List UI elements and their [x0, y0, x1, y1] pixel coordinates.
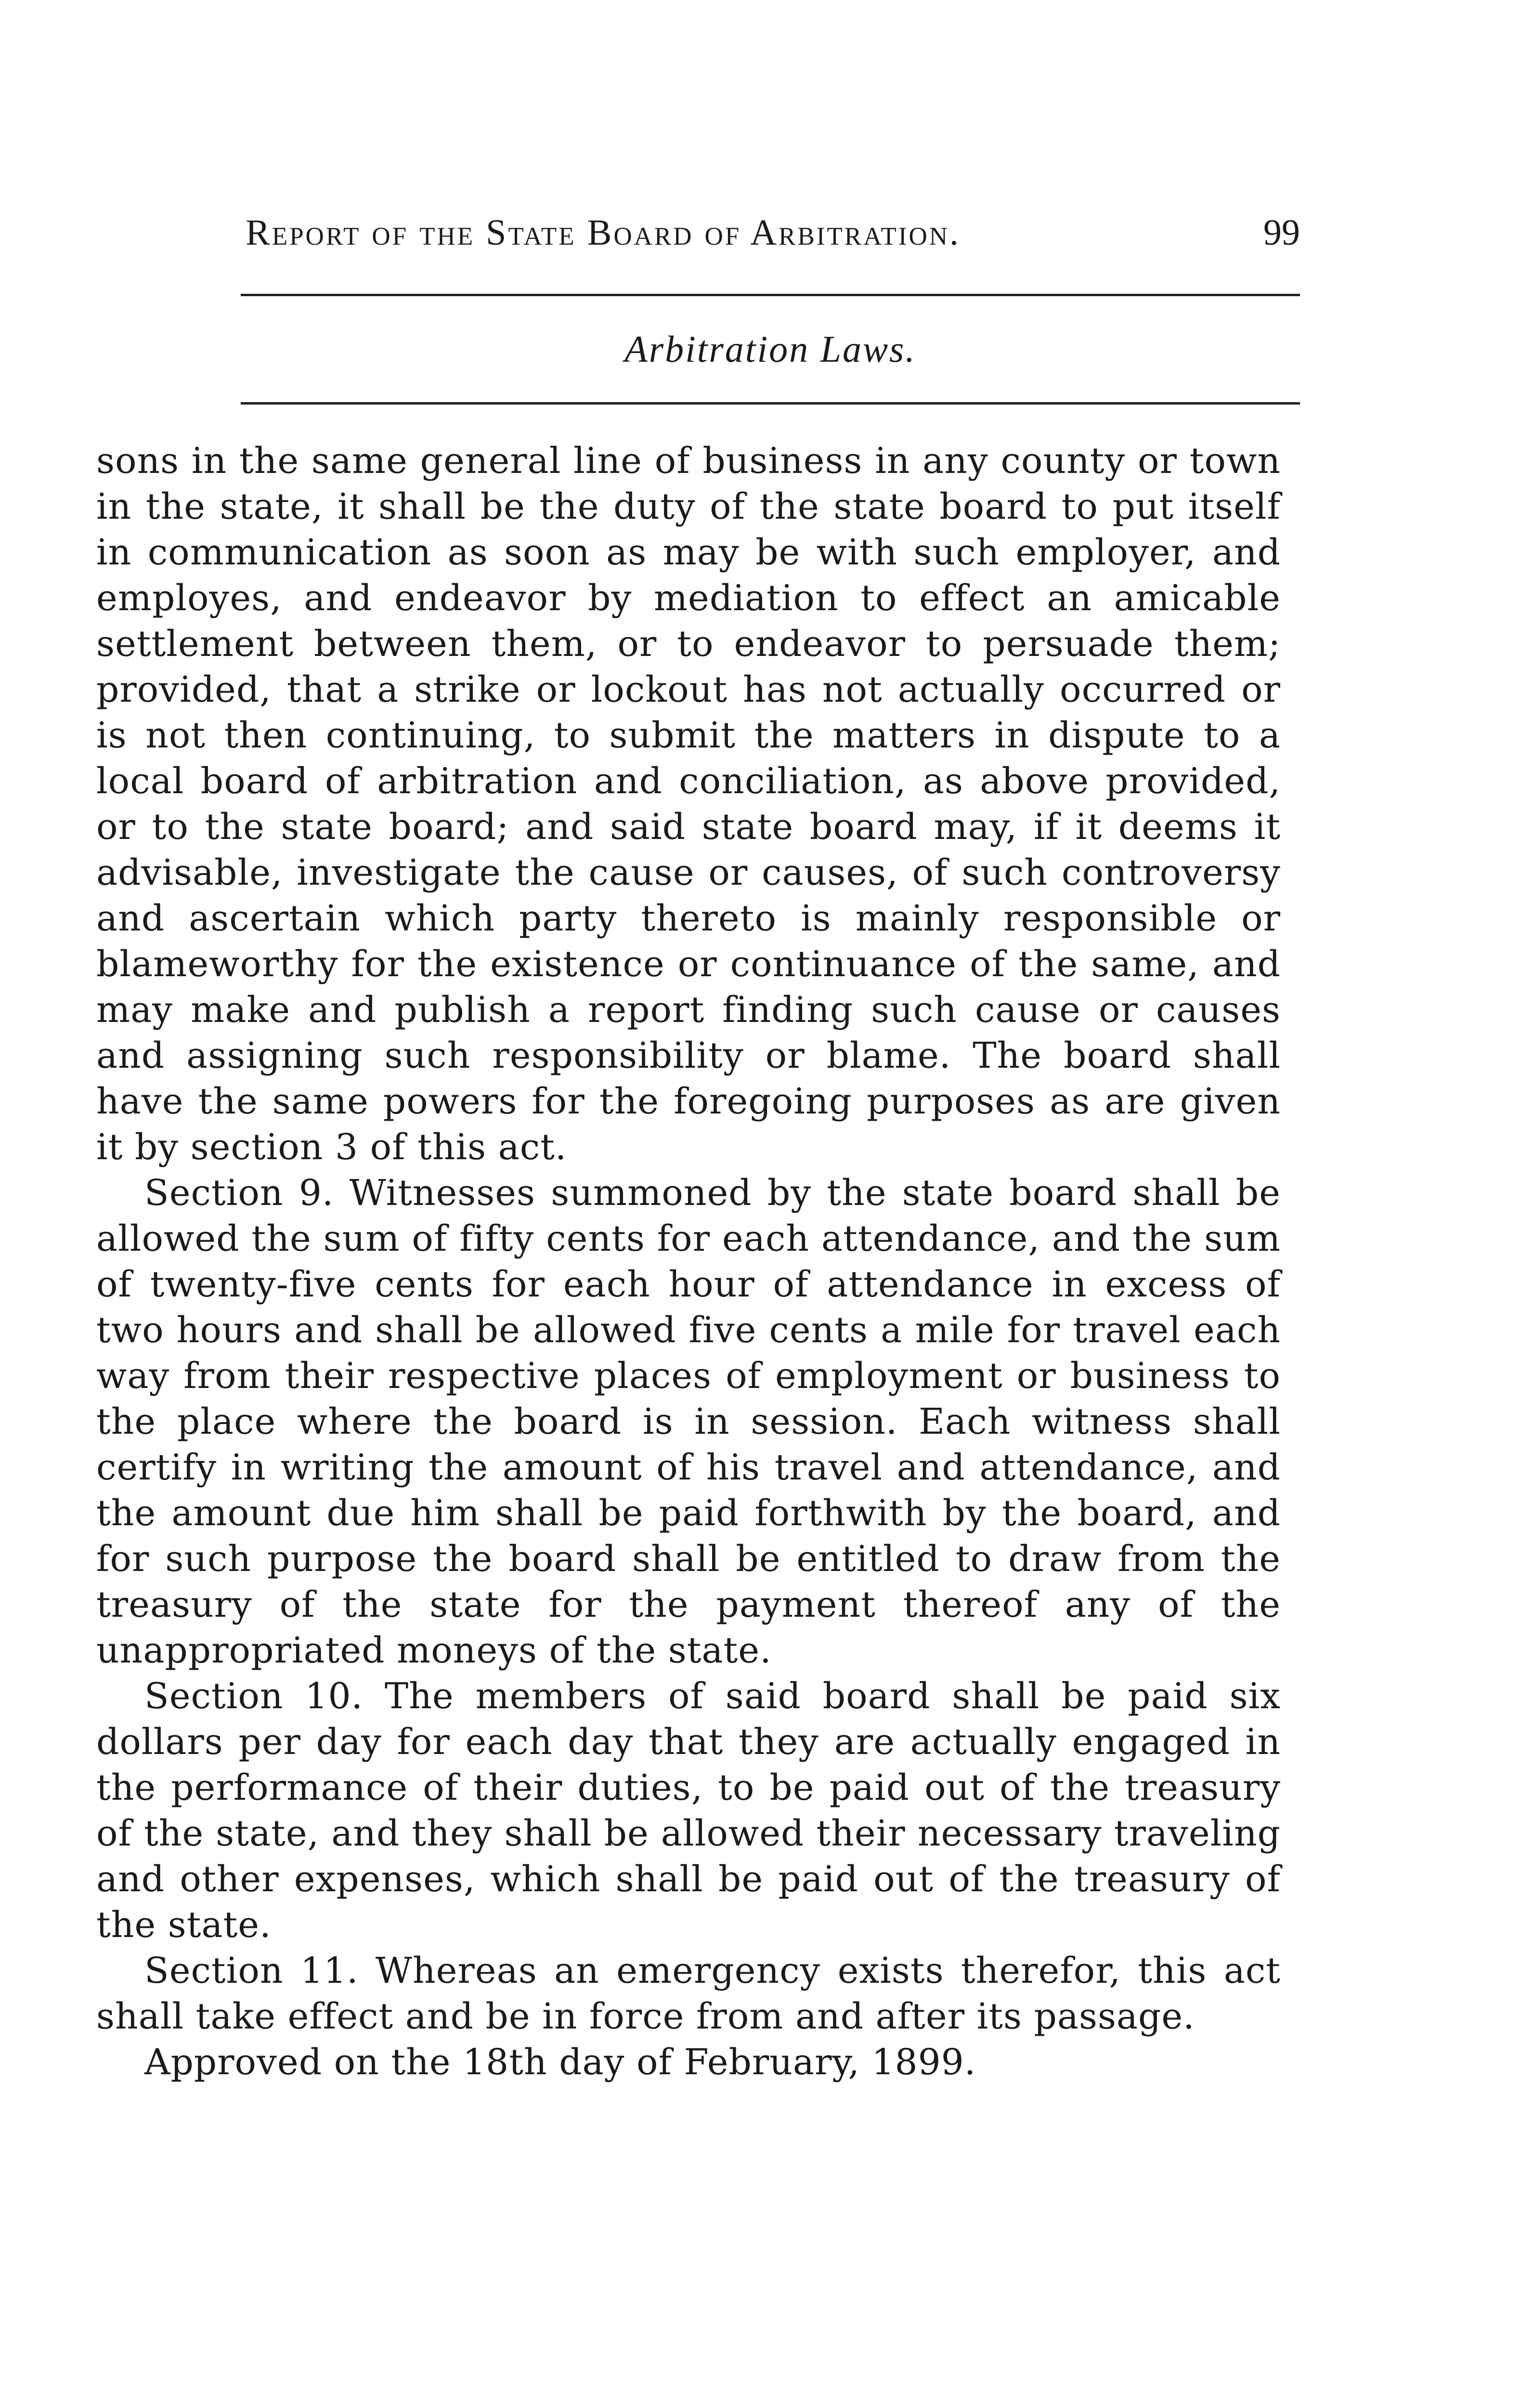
section-heading: Arbitration Laws.: [624, 328, 916, 370]
header-rule-top: [241, 294, 1300, 296]
paragraph-section-11: Section 11. Whereas an emergency exists therefor, this act shall take effect and be in force from and after its passage.: [96, 1950, 1281, 2037]
running-title: Report of the State Board of Arbitration.: [246, 212, 961, 253]
running-head: [241, 212, 1300, 265]
header-rule-bottom: [241, 402, 1300, 405]
paragraph-continuation: sons in the same general line of business in any county or town in the state, it shall be the duty of the state board to put itself in communication as soon as may be with such employer, and employes, and endeavor by mediation to effect an amicable settlement between them, or to endeavor to persuade them; provided, that a strike or lockout has not actually occurred or is not then continuing, to submit the matters in dispute to a local board of arbitration and conciliation, as above provided, or to the state board; and said state board may, if it deems it advisable, investigate the cause or causes, of such controversy and ascertain which party thereto is mainly responsible or blameworthy for the existence or continuance of the same, and may make and publish a report finding such cause or causes and assigning such responsibility or blame. The board shall have the same powers for the foregoing purposes as are given it by section 3 of this act.: [96, 440, 1281, 1168]
page-number: 99: [1263, 212, 1300, 253]
paragraph-section-9: Section 9. Witnesses summoned by the state board shall be allowed the sum of fifty cents for each attendance, and the sum of twenty-five cents for each hour of attendance in excess of two hours and shall be allowed five cents a mile for travel each way from their respective places of employment or business to the place where the board is in session. Each witness shall certify in writing the amount of his travel and attendance, and the amount due him shall be paid forthwith by the board, and for such purpose the board shall be entitled to draw from the treasury of the state for the payment thereof any of the unappropriated moneys of the state.: [96, 1172, 1281, 1671]
paragraph-approval: Approved on the 18th day of February, 1899.: [144, 2042, 976, 2083]
paragraph-section-10: Section 10. The members of said board shall be paid six dollars per day for each day that they are actually engaged in the performance of their duties, to be paid out of the treasury of the state, and they shall be allowed their necessary traveling and other expenses, which shall be paid out of the treasury of the state.: [96, 1675, 1281, 1946]
body-text: [96, 438, 1281, 2085]
